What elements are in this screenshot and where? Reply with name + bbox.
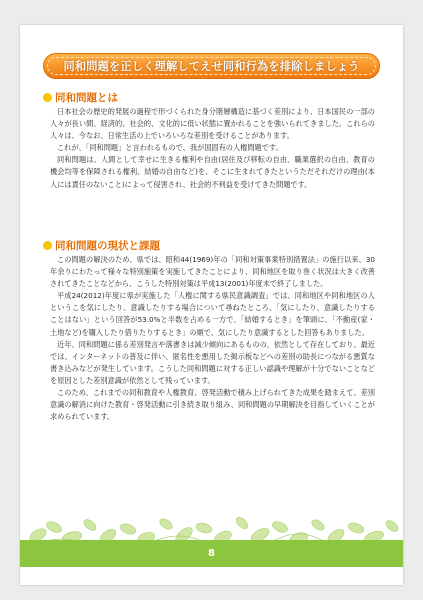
document-page [20,25,403,585]
paragraph: これが、「同和問題」と言われるもので、我が国固有の人権問題です。 [57,143,283,153]
section-heading-text: 同和問題とは [55,92,118,104]
section-heading-about [43,90,118,105]
paragraph: このため、これまでの同和教育や人権教育、啓発活動で積み上げられてきた成果を踏まえて、差別意識の解消に向けた教育・啓発活動に引き続き取り組み、同和問題の早期解決を目指していくことが求められています。 [50,388,375,422]
section-heading-text: 同和問題の現状と課題 [55,240,160,252]
paragraph: 近年、同和問題に係る差別発言や落書きは減少傾向にあるものの、依然として存在しており、最近では、インターネットの普及に伴い、匿名性を悪用した掲示板などへの差別の助長につながる悪質な書き込みなどが発生しています。こうした同和問題に対する正しい認識や理解が十分でないことなどを原因とした差別意識が依然として残っています。 [50,339,375,385]
paragraph: 平成24(2012)年度に県が実施した「人権に関する県民意識調査」では、同和地区や同和地区の人というこを気にしたり、意識したりする場合について尋ねたところ、「気にしたり、意識したりすることはない」という回答が53.0%と半数を占める一方で、「結婚するとき」を筆頭に、「不動産(家・土地など)を購入したり借りたりするとき」の順で、気にしたり意識するとした回答もありました。 [50,291,375,337]
paragraph: この問題の解決のため、県では、昭和44(1969)年の「同和対策事業特別措置法」の施行以来、30年余りにわたって様々な特別施策を実施してきたことにより、同和地区を取り巻く状況は大きく改善されてきたことなどから、こうした特別対策は平成13(2001)年度末で終了しました。 [50,255,375,289]
page-footer [20,540,403,567]
title-banner [43,53,380,79]
page-number: 8 [208,548,215,559]
banner-title: 同和問題を正しく理解してえせ同和行為を排除しましょう [63,60,360,73]
section-body-status [50,254,375,423]
paragraph: 日本社会の歴史的発展の過程で形づくられた身分階層構造に基づく差別により、日本国民の一部の人々が長い間、経済的、社会的、文化的に低い状態に置かれることを強いられてきました。これらの人々は、今なお、日常生活の上でいろいろな差別を受けることがあります。 [50,107,375,141]
section-heading-status [43,238,160,253]
bullet-dot-icon [43,93,52,102]
paragraph: 同和問題は、人間として幸せに生きる権利や自由(居住及び移転の自由、職業選択の自由、教育の機会均等を保障される権利、結婚の自由など)を、そこに生まれてきたというただそれだけの理由(本人には責任のないこと)によって侵害され、社会的不利益を受けてきた問題です。 [50,155,375,189]
section-body-about [50,106,375,191]
bullet-dot-icon [43,241,52,250]
